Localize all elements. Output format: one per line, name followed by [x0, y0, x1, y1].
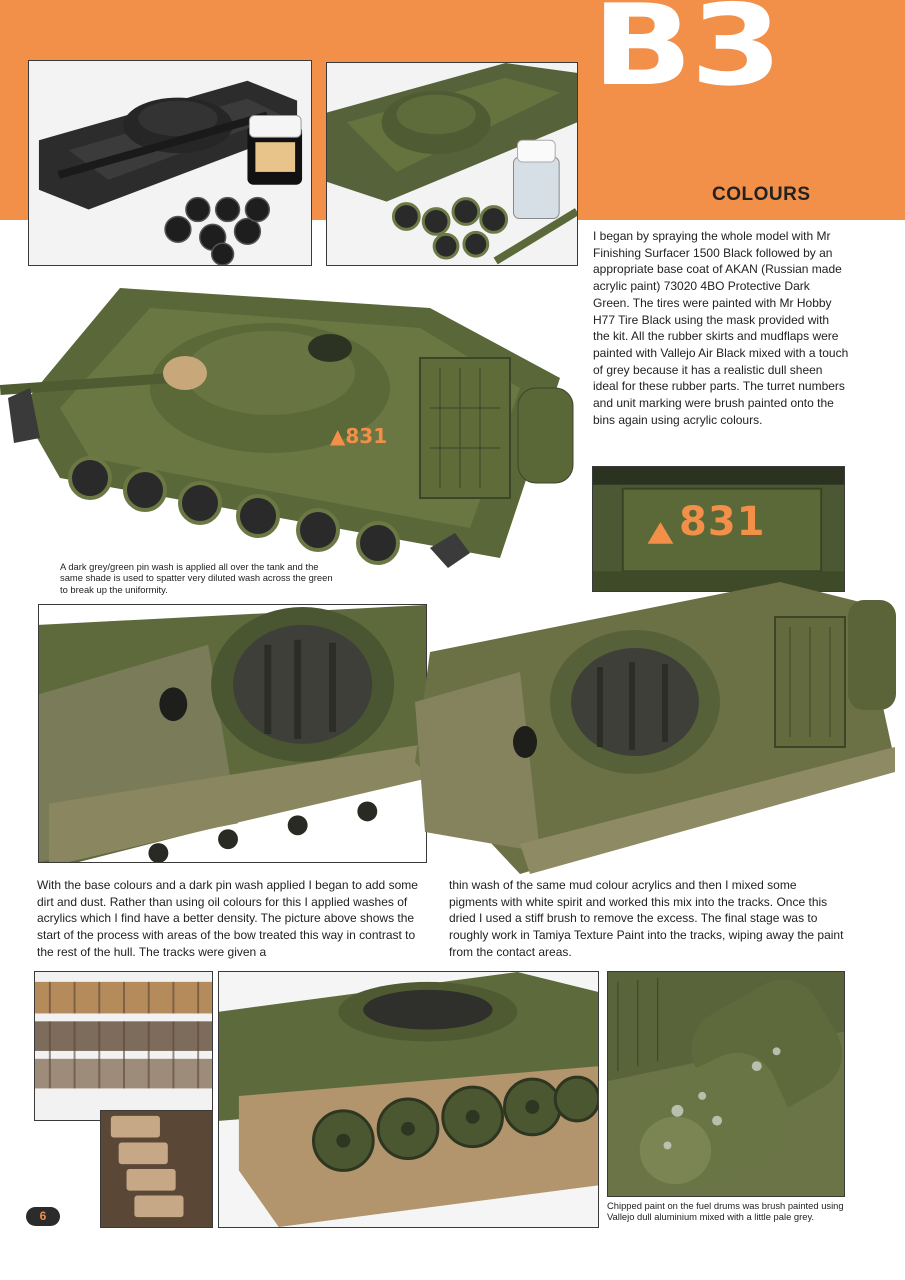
svg-text:▲831: ▲831	[330, 424, 388, 448]
weathering-text-col2: thin wash of the same mud colour acrylics and then I mixed some pigments with white spirit and worked this mix into the tracks. Once this dried I used a stiff brush to remove the excess. The final stage was to roughly work in Tamiya Texture Paint into the tracks, wiping away the paint from the contact areas.	[449, 878, 844, 959]
photo-fuel-drums	[607, 971, 845, 1197]
photo-main-tank	[0, 268, 585, 568]
weathering-text-col1: With the base colours and a dark pin wash applied I began to add some dirt and dust. Rather than using oil colours for this I applied washes of acrylics which I find have a better density. The picture above shows the start of the process with areas of the bow treated this way in contrast to the rest of the hull. The tracks were given a	[37, 878, 418, 959]
photo-track-texture-closeup	[100, 1110, 213, 1228]
page-number: 6	[26, 1207, 60, 1226]
photo-primed-tank	[28, 60, 312, 266]
caption-pin-wash: A dark grey/green pin wash is applied all over the tank and the same shade is used to spatter very diluted wash across the green to break up the uniformity.	[60, 561, 333, 595]
caption-fuel-drums: Chipped paint on the fuel drums was brush painted using Vallejo dull aluminium mixed with a little pale grey.	[607, 1200, 844, 1223]
photo-turret-marking	[592, 466, 845, 592]
section-code: B3	[592, 0, 780, 111]
intro-paragraph: I began by spraying the whole model with Mr Finishing Surfacer 1500 Black followed by an appropriate base coat of AKAN (Russian made acrylic paint) 73020 4BO Protective Dark Green. The tires were painted with Mr Hobby H77 Tire Black using the mask provided with the kit. All the rubber skirts and mudflaps were painted with Vallejo Air Black mixed with a touch of grey because it has a realistic dull sheen ideal for these rubber parts. The turret numbers and unit marking were brush painted onto the bins again using acrylic colours.	[593, 229, 849, 427]
photo-tracks-stack	[34, 971, 213, 1121]
marking-number: 831	[679, 499, 766, 545]
photo-base-coat	[326, 62, 578, 266]
photo-weathered-running-gear	[218, 971, 599, 1228]
photo-hull-dust-right	[400, 582, 905, 874]
section-title: COLOURS	[712, 184, 811, 205]
photo-hull-dust-left	[38, 604, 427, 863]
